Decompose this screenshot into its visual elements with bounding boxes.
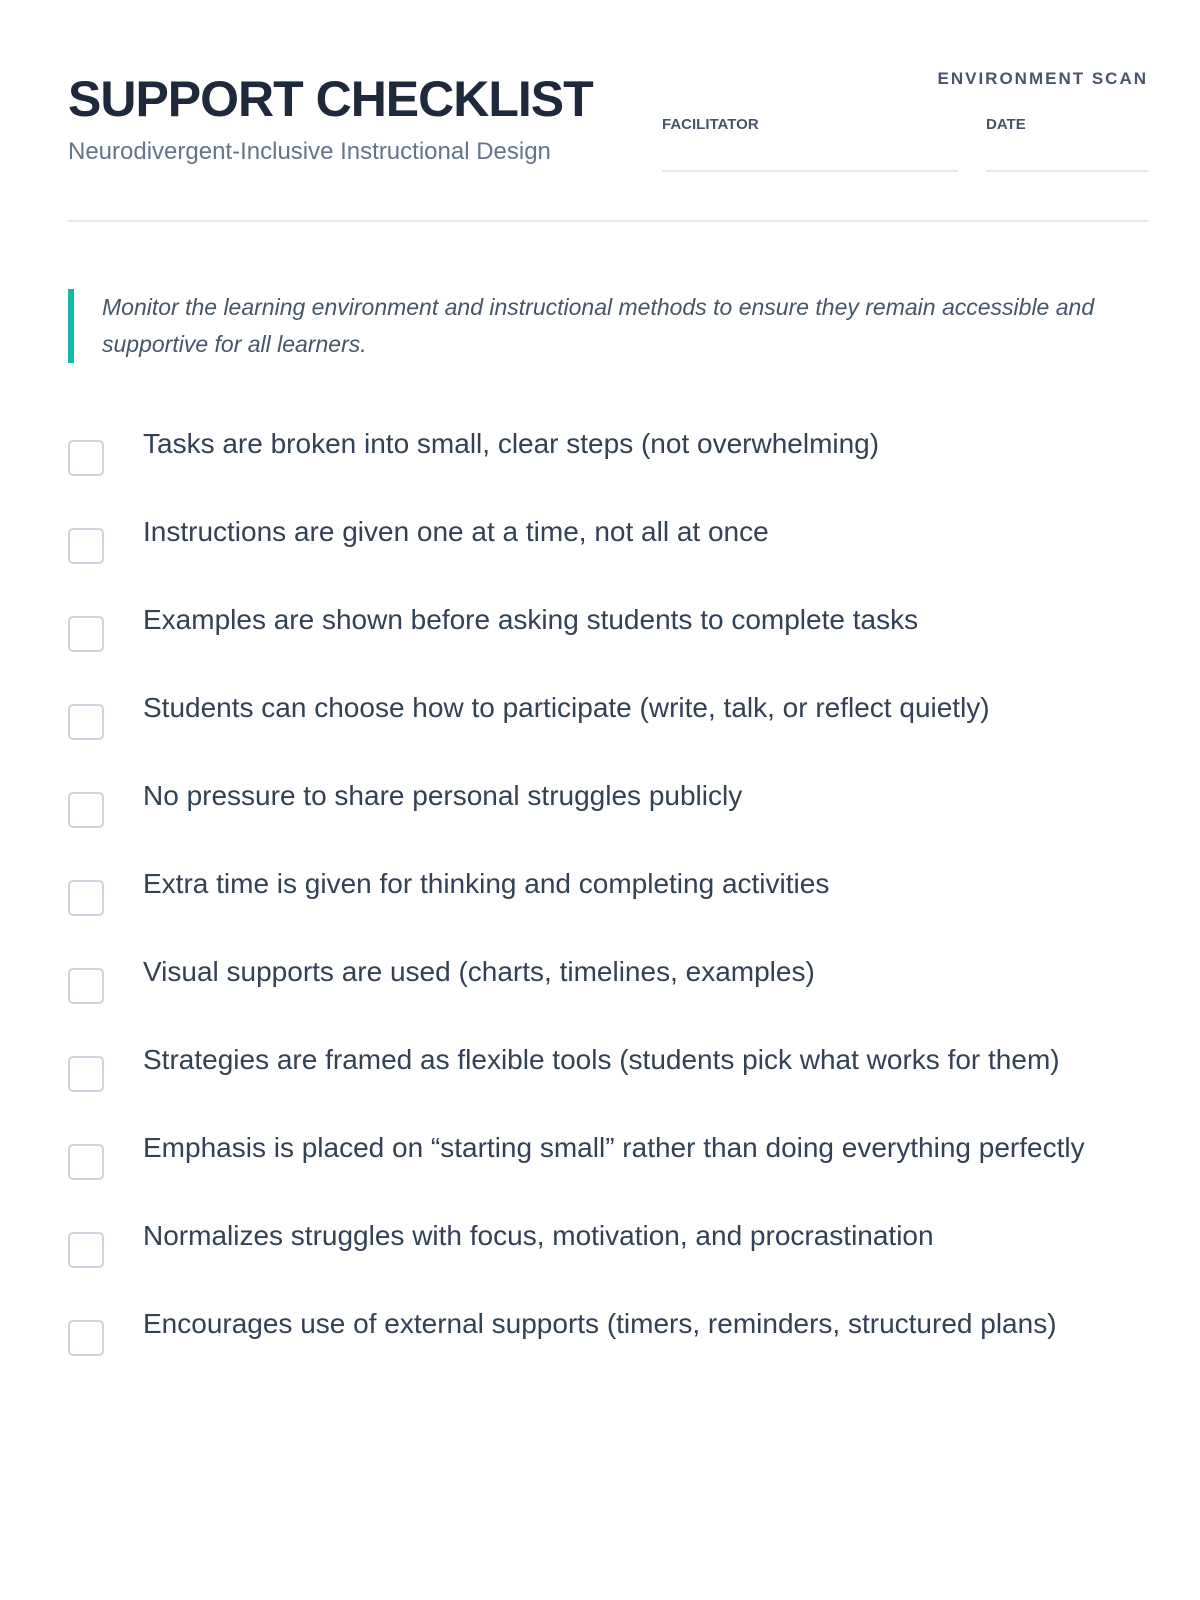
date-label: DATE xyxy=(986,116,1026,133)
intro-callout: Monitor the learning environment and instructional methods to ensure they remain accessible and supportive for all learners. xyxy=(68,289,1148,363)
date-field xyxy=(986,116,1148,172)
checklist-item[interactable] xyxy=(68,772,1148,819)
checkbox[interactable] xyxy=(68,1320,104,1356)
facilitator-field xyxy=(662,116,958,172)
checklist-item-label: Extra time is given for thinking and completing activities xyxy=(143,868,830,899)
checklist-item[interactable] xyxy=(68,1124,1148,1171)
checklist-item-label: No pressure to share personal struggles publicly xyxy=(143,780,743,811)
checklist-item[interactable] xyxy=(68,860,1148,907)
checklist-item-label: Examples are shown before asking students to complete tasks xyxy=(143,604,919,635)
checklist-item-label: Instructions are given one at a time, not all at once xyxy=(143,516,769,547)
checklist-item-label: Encourages use of external supports (timers, reminders, structured plans) xyxy=(143,1308,1057,1339)
page-title: SUPPORT CHECKLIST xyxy=(68,71,593,127)
checkbox[interactable] xyxy=(68,616,104,652)
checkbox[interactable] xyxy=(68,1144,104,1180)
checklist-item-label: Students can choose how to participate (write, talk, or reflect quietly) xyxy=(143,692,990,723)
checkbox[interactable] xyxy=(68,440,104,476)
facilitator-input-line[interactable] xyxy=(662,170,958,172)
checklist-item[interactable] xyxy=(68,948,1148,995)
checklist-page xyxy=(68,0,1148,1339)
checklist-item[interactable] xyxy=(68,684,1148,731)
checkbox[interactable] xyxy=(68,528,104,564)
facilitator-label: FACILITATOR xyxy=(662,116,759,133)
checkbox[interactable] xyxy=(68,1056,104,1092)
checkbox[interactable] xyxy=(68,968,104,1004)
page-subtitle: Neurodivergent-Inclusive Instructional Design xyxy=(68,138,551,165)
checklist-item[interactable] xyxy=(68,1212,1148,1259)
checkbox[interactable] xyxy=(68,880,104,916)
checklist-item[interactable] xyxy=(68,508,1148,555)
checklist-item-label: Strategies are framed as flexible tools (students pick what works for them) xyxy=(143,1044,1060,1075)
checklist-item-label: Emphasis is placed on “starting small” rather than doing everything perfectly xyxy=(143,1132,1085,1163)
checklist-item[interactable] xyxy=(68,596,1148,643)
support-checklist xyxy=(68,420,1148,1388)
checklist-item-label: Tasks are broken into small, clear steps (not overwhelming) xyxy=(143,428,880,459)
checklist-item-label: Visual supports are used (charts, timelines, examples) xyxy=(143,956,815,987)
checklist-item-label: Normalizes struggles with focus, motivation, and procrastination xyxy=(143,1220,934,1251)
checklist-item[interactable] xyxy=(68,1300,1148,1347)
checklist-item[interactable] xyxy=(68,420,1148,467)
checkbox[interactable] xyxy=(68,792,104,828)
checkbox[interactable] xyxy=(68,704,104,740)
date-input-line[interactable] xyxy=(986,170,1148,172)
checkbox[interactable] xyxy=(68,1232,104,1268)
document-header xyxy=(68,0,1148,222)
checklist-item[interactable] xyxy=(68,1036,1148,1083)
document-type-tag: ENVIRONMENT SCAN xyxy=(937,69,1148,88)
